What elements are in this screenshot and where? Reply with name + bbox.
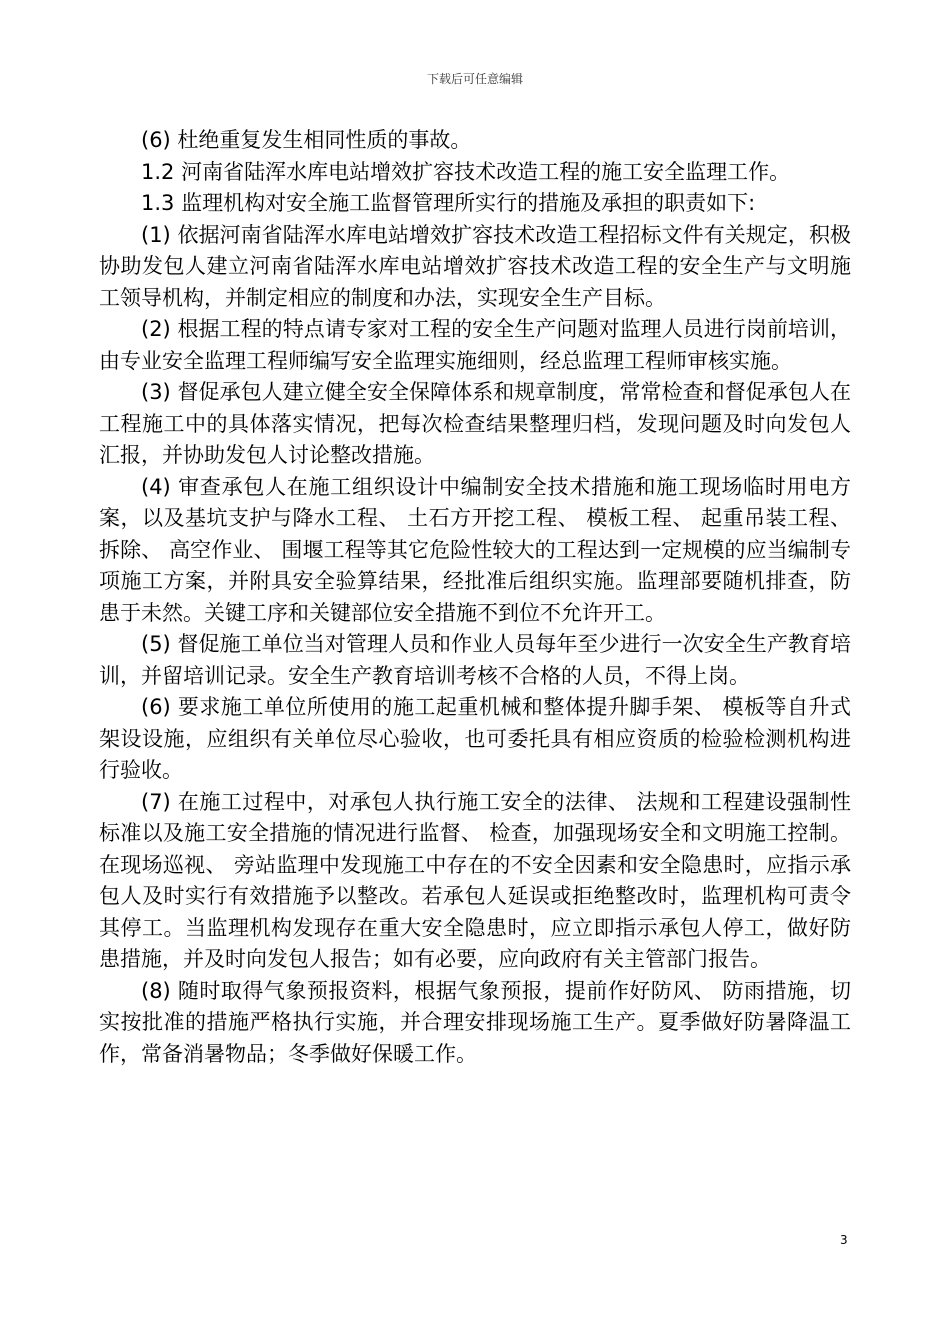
page-header: 下载后可任意编辑 xyxy=(426,72,523,86)
paragraph-duty-3: (3) 督促承包人建立健全安全保障体系和规章制度，常常检查和督促承包人在工程施工中的具体落实情况，把每次检查结果整理归档，发现问题及时向发包人汇报，并协助发包人讨论整改措施。 xyxy=(99,380,851,467)
page-number: 3 xyxy=(840,1233,848,1247)
paragraph-duty-7: (7) 在施工过程中，对承包人执行施工安全的法律、 法规和工程建设强制性标准以及施工安全措施的情况进行监督、 检查，加强现场安全和文明施工控制。在现场巡视、 旁站监理中发现施工中存在的不安全因素和安全隐患时，应指示承包人及时实行有效措施予以整改。若承包人延误或拒绝整改时，监理机构可责令其停工。当监理机构发现存在重大安全隐患时，应立即指示承包人停工，做好防患措施，并及时向发包人报告；如有必要，应向政府有关主管部门报告。 xyxy=(99,789,851,971)
paragraph-duty-2: (2) 根据工程的特点请专家对工程的安全生产问题对监理人员进行岗前培训，由专业安全监理工程师编写安全监理实施细则，经总监理工程师审核实施。 xyxy=(99,317,851,373)
paragraph-duty-5: (5) 督促施工单位当对管理人员和作业人员每年至少进行一次安全生产教育培训，并留培训记录。安全生产教育培训考核不合格的人员，不得上岗。 xyxy=(99,632,851,688)
paragraph-duty-1: (1) 依据河南省陆浑水库电站增效扩容技术改造工程招标文件有关规定，积极协助发包人建立河南省陆浑水库电站增效扩容技术改造工程的安全生产与文明施工领导机构，并制定相应的制度和办法，实现安全生产目标。 xyxy=(99,222,851,310)
document-body xyxy=(99,125,851,1070)
paragraph-item-6-end: (6) 杜绝重复发生相同性质的事故。 xyxy=(141,128,472,152)
paragraph-duty-6: (6) 要求施工单位所使用的施工起重机械和整体提升脚手架、 模板等自升式架设设施，应组织有关单位尽心验收，也可委托具有相应资质的检验检测机构进行验收。 xyxy=(99,695,851,782)
paragraph-duty-4: (4) 审查承包人在施工组织设计中编制安全技术措施和施工现场临时用电方案，以及基坑支护与降水工程、 土石方开挖工程、 模板工程、 起重吊装工程、 拆除、 高空作业、 围堰工程等其它危险性较大的工程达到一定规模的应当编制专项施工方案，并附具安全验算结果，经批准后组织实施。监理部要随机排查，防患于未然。关键工序和关键部位安全措施不到位不允许开工。 xyxy=(99,474,851,625)
paragraph-duty-8: (8) 随时取得气象预报资料，根据气象预报，提前作好防风、 防雨措施，切实按批准的措施严格执行实施，并合理安排现场施工生产。夏季做好防暑降温工作，常备消暑物品；冬季做好保暖工作。 xyxy=(99,978,851,1066)
paragraph-section-1-2: 1.2 河南省陆浑水库电站增效扩容技术改造工程的施工安全监理工作。 xyxy=(141,159,791,184)
paragraph-section-1-3: 1.3 监理机构对安全施工监督管理所实行的措施及承担的职责如下: xyxy=(141,191,756,215)
